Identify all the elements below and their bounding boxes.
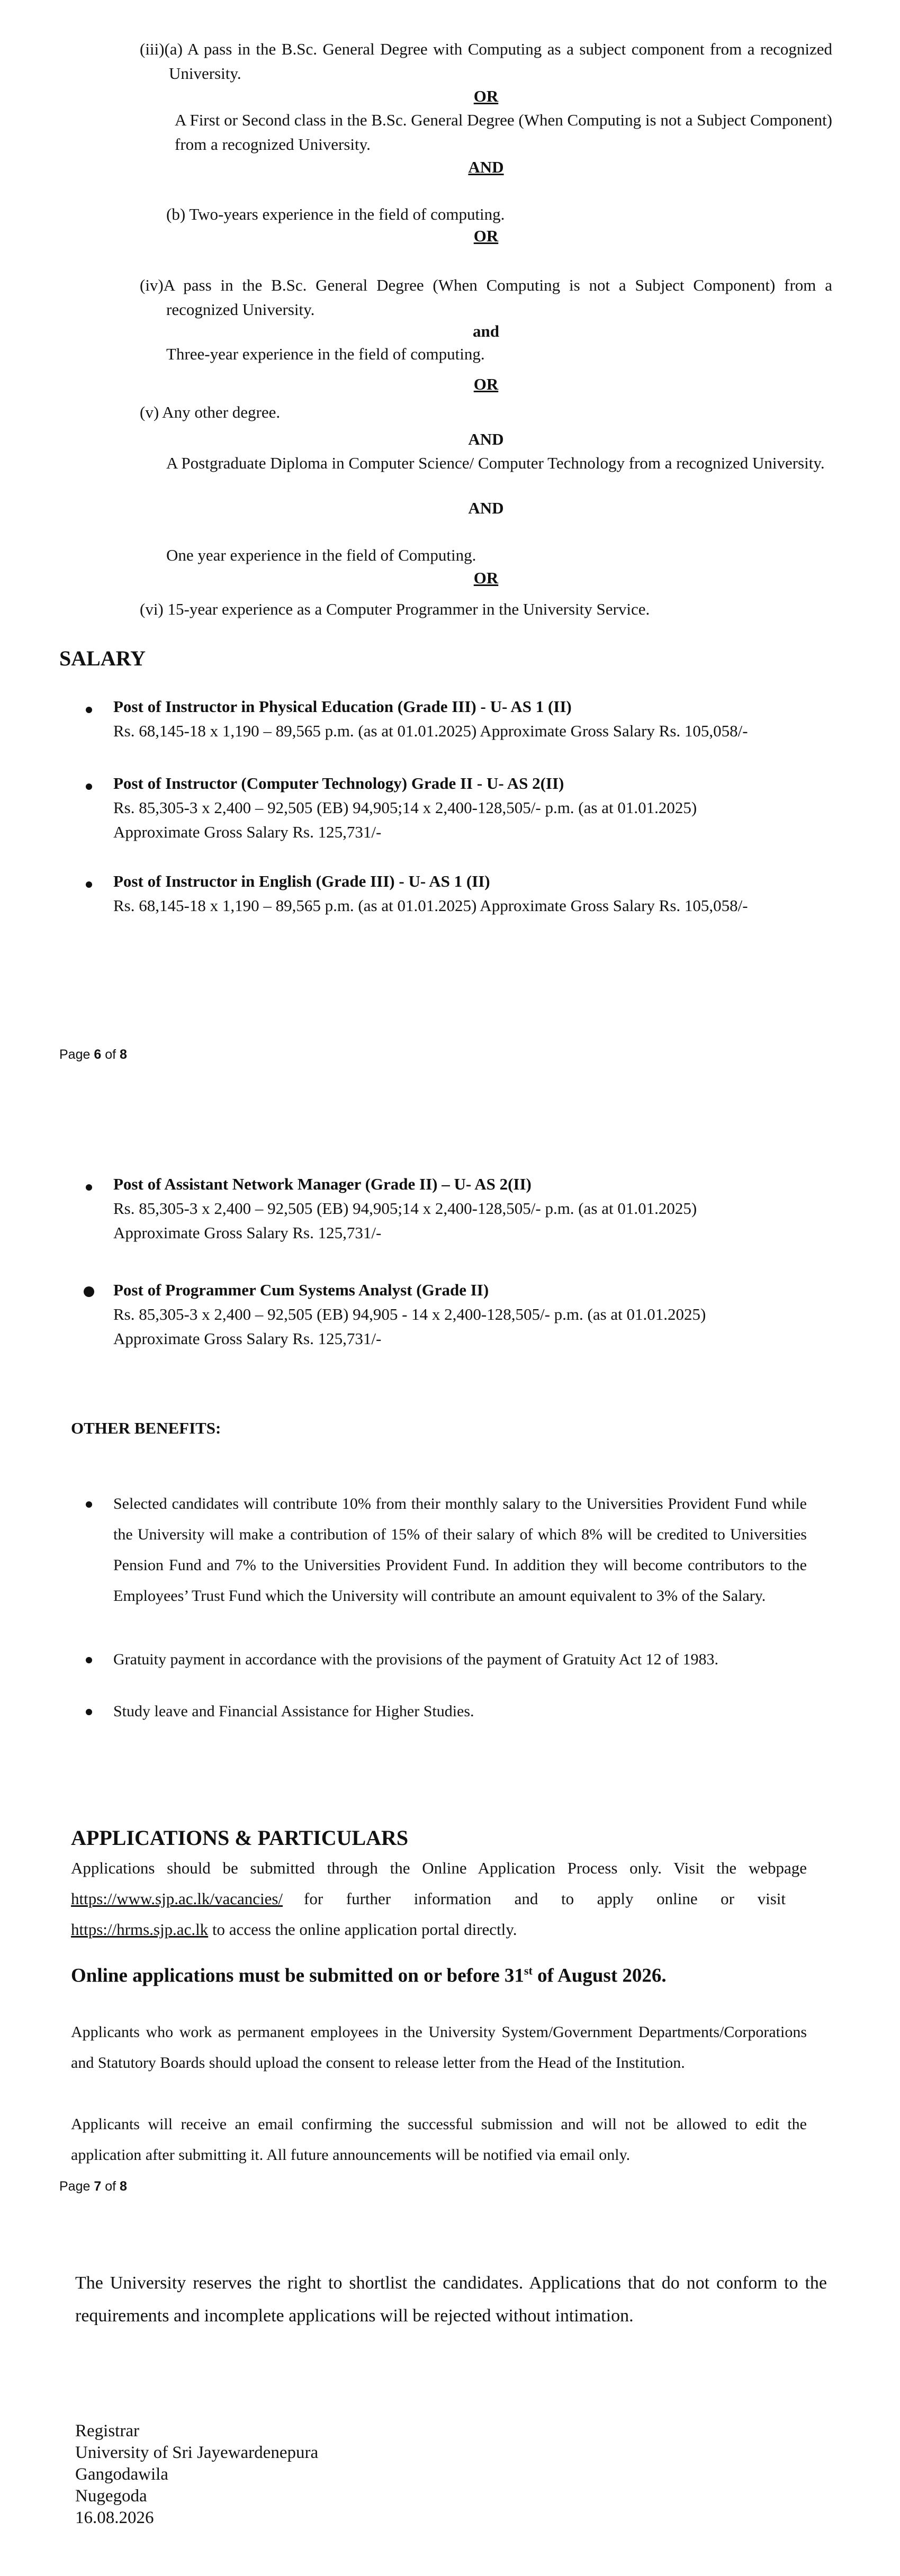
benefits-heading: OTHER BENEFITS: — [71, 1419, 221, 1437]
page-number: Page 7 of 8 — [59, 2179, 127, 2194]
post-title: Post of Instructor in Physical Education (Grade III) - U- AS 1 (II) — [113, 697, 572, 716]
post-title: Post of Instructor in English (Grade III) - U- AS 1 (II) — [113, 872, 490, 890]
post-salary-detail: Rs. 68,145-18 x 1,190 – 89,565 p.m. (as at 01.01.2025) Approximate Gross Salary Rs. 105,058/- — [113, 896, 748, 915]
salary-post — [113, 1278, 833, 1351]
signatory-institution: University of Sri Jayewardenepura — [75, 2443, 319, 2462]
qualification-iii-a: (iii)(a) A pass in the B.Sc. General Degree with Computing as a subject component from a recognized University. — [140, 40, 832, 83]
qualification-v: (v) Any other degree. — [140, 403, 281, 421]
signatory-title: Registrar — [75, 2421, 139, 2440]
qualification-vi: (vi) 15-year experience as a Computer Programmer in the University Service. — [140, 600, 650, 618]
qualification-iv-experience: Three-year experience in the field of computing. — [166, 345, 485, 363]
or-separator: OR — [473, 569, 499, 587]
benefit-item: Study leave and Financial Assistance for Higher Studies. — [113, 1703, 474, 1720]
qualification-v-experience: One year experience in the field of Computing. — [166, 546, 476, 564]
bullet-icon — [86, 783, 92, 790]
salary-heading: SALARY — [59, 646, 146, 670]
post-salary-detail: Rs. 85,305-3 x 2,400 – 92,505 (EB) 94,905;14 x 2,400-128,505/- p.m. (as at 01.01.2025) — [113, 1199, 697, 1218]
applications-links-line — [71, 1884, 807, 1914]
bullet-icon — [86, 881, 92, 888]
qualification-iii-alt: A First or Second class in the B.Sc. General Degree (When Computing is not a Subject Component) from a recognized University. — [175, 111, 832, 154]
post-salary-detail: Rs. 68,145-18 x 1,190 – 89,565 p.m. (as at 01.01.2025) Approximate Gross Salary Rs. 105,058/- — [113, 721, 748, 740]
bullet-icon — [86, 1709, 92, 1715]
and-separator: AND — [468, 499, 504, 517]
and-separator: AND — [468, 430, 504, 448]
signature-block — [75, 2420, 318, 2529]
deadline-notice: Online applications must be submitted on or before 31st of August 2026. — [71, 1964, 667, 1987]
bullet-icon — [86, 1657, 92, 1663]
salary-post — [113, 695, 833, 743]
salary-post — [113, 869, 833, 918]
qualification-iii-b: (b) Two-years experience in the field of computing. — [166, 205, 505, 223]
and-separator: and — [473, 322, 499, 340]
bullet-icon — [84, 1286, 94, 1297]
post-title: Post of Instructor (Computer Technology) Grade II - U- AS 2(II) — [113, 774, 564, 792]
post-salary-detail: Rs. 85,305-3 x 2,400 – 92,505 (EB) 94,905 - 14 x 2,400-128,505/- p.m. (as at 01.01.2025) — [113, 1304, 706, 1323]
bullet-icon — [86, 1501, 92, 1508]
benefit-item: Gratuity payment in accordance with the provisions of the payment of Gratuity Act 12 of 1983. — [113, 1651, 719, 1668]
salary-post — [113, 1172, 833, 1245]
qualification-iv: (iv)A pass in the B.Sc. General Degree (When Computing is not a Subject Component) from a recognized University. — [140, 276, 832, 319]
hrms-portal-link[interactable]: https://hrms.sjp.ac.lk — [71, 1920, 209, 1939]
or-separator: OR — [473, 227, 499, 245]
applications-heading: APPLICATIONS & PARTICULARS — [71, 1826, 409, 1850]
consent-letter-notice: Applicants who work as permanent employees in the University System/Government Departments/Corporations and Statutory Boards should upload the consent to release letter from the Head of the Institution. — [71, 2023, 807, 2071]
reserve-notice: The University reserves the right to shortlist the candidates. Applications that do not conform to the requirements and incomplete applications will be rejected without intimation. — [75, 2273, 827, 2326]
bullet-icon — [86, 707, 92, 713]
post-salary-detail: Rs. 85,305-3 x 2,400 – 92,505 (EB) 94,905;14 x 2,400-128,505/- p.m. (as at 01.01.2025) — [113, 798, 697, 817]
signature-date: 16.08.2026 — [75, 2508, 154, 2527]
applications-text: for further information and to apply online or visit — [304, 1889, 786, 1908]
applications-text: to access the online application portal directly. — [212, 1920, 517, 1939]
salary-post — [113, 771, 833, 844]
post-title: Post of Programmer Cum Systems Analyst (Grade II) — [113, 1281, 489, 1299]
benefit-item: Selected candidates will contribute 10% from their monthly salary to the Universities Provident Fund while the University will make a contribution of 15% of their salary of which 8% will be credited to Universities Pension Fund and 7% to the Universities Provident Fund. In addition they will become contributors to the Employees’ Trust Fund which the University will contribute an amount equivalent to 3% of the Salary. — [113, 1495, 807, 1605]
page-number: Page 6 of 8 — [59, 1047, 127, 1062]
vacancies-link[interactable]: https://www.sjp.ac.lk/vacancies/ — [71, 1889, 283, 1908]
address-line: Nugegoda — [75, 2487, 147, 2506]
post-gross-salary: Approximate Gross Salary Rs. 125,731/- — [113, 1223, 382, 1242]
bullet-icon — [86, 1184, 92, 1191]
qualification-v-pgd: A Postgraduate Diploma in Computer Science/ Computer Technology from a recognized University. — [166, 454, 825, 472]
applications-text: Applications should be submitted through the Online Application Process only. Visit the webpage — [71, 1859, 807, 1877]
post-gross-salary: Approximate Gross Salary Rs. 125,731/- — [113, 1329, 382, 1348]
address-line: Gangodawila — [75, 2465, 168, 2484]
applications-links-line — [71, 1914, 807, 1945]
and-separator: AND — [468, 158, 504, 176]
or-separator: OR — [473, 375, 499, 393]
email-confirmation-notice: Applicants will receive an email confirming the successful submission and will not be allowed to edit the application after submitting it. All future announcements will be notified via email only. — [71, 2115, 807, 2164]
post-title: Post of Assistant Network Manager (Grade II) – U- AS 2(II) — [113, 1175, 532, 1193]
post-gross-salary: Approximate Gross Salary Rs. 125,731/- — [113, 822, 382, 841]
or-separator: OR — [473, 87, 499, 105]
